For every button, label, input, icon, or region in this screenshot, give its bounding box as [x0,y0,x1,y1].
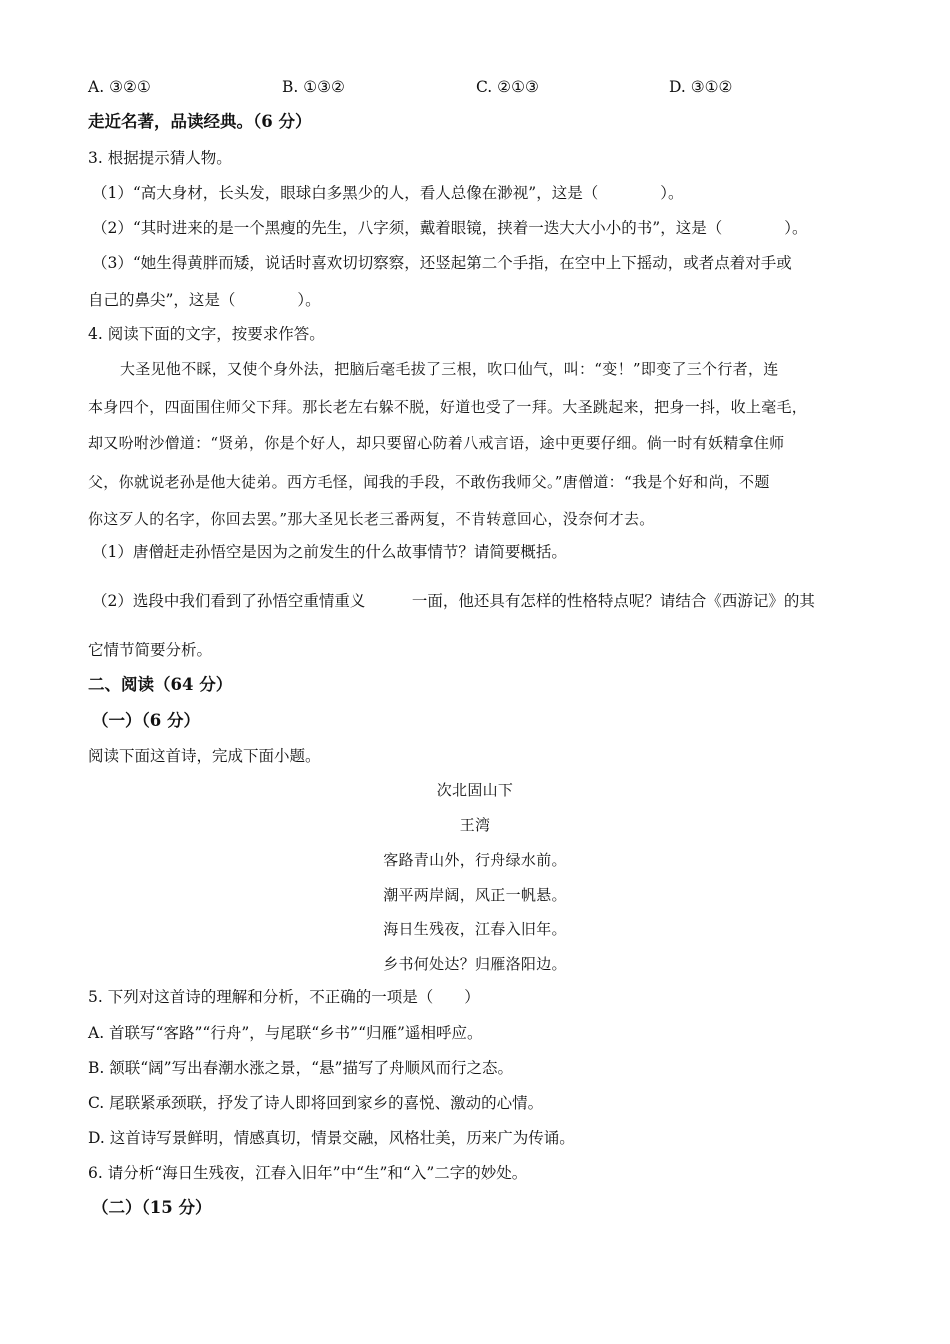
q6-stem: 6. 请分析“海日生残夜，江春入旧年”中“生”和“入”二字的妙处。 [88,1164,528,1182]
q4-passage-line: 本身四个，四面围住师父下拜。那长老左右躲不脱，好道也受了一拜。大圣跳起来，把身一抖，收上毫毛， [88,398,808,416]
q4-sub-1: （1）唐僧赶走孙悟空是因为之前发生的什么故事情节？请简要概括。 [92,543,567,561]
section-reading-title: 二、阅读（64 分） [88,675,233,694]
q4-sub-2: （2）选段中我们看到了孙悟空重情重义 一面，他还具有怎样的性格特点呢？请结合《西游记》的其 [92,592,815,610]
q3-stem: 3. 根据提示猜人物。 [88,149,232,167]
q4-passage-line: 大圣见他不睬，又使个身外法，把脑后毫毛拔了三根，吹口仙气，叫：“变！”即变了三个行者，连 [120,360,779,378]
choice-b: B. ①③② [282,78,345,96]
q5-option-c: C. 尾联紧承颈联，抒发了诗人即将回到家乡的喜悦、激动的心情。 [88,1094,544,1112]
q3-item-3: （3）“她生得黄胖而矮，说话时喜欢切切察察，还竖起第二个手指，在空中上下摇动，或者点着对手或 [92,254,792,272]
q5-stem: 5. 下列对这首诗的理解和分析，不正确的一项是（ ） [88,988,480,1006]
q3-item-2: （2）“其时进来的是一个黑瘦的先生，八字须，戴着眼镜，挟着一迭大大小小的书”，这是（ ）。 [92,219,808,237]
q4-stem: 4. 阅读下面的文字，按要求作答。 [88,325,325,343]
choice-d: D. ③①② [669,78,733,96]
poem-line: 海日生残夜，江春入旧年。 [383,920,567,938]
poem-author: 王湾 [459,816,491,834]
poem-title: 次北固山下 [436,781,514,799]
section-classics-title: 走近名著，品读经典。（6 分） [88,112,312,131]
q4-sub-2-cont: 它情节简要分析。 [88,641,213,659]
poem-line: 乡书何处达？归雁洛阳边。 [383,955,567,973]
q3-item-1: （1）“高大身材，长头发，眼球白多黑少的人，看人总像在渺视”，这是（ ）。 [92,184,684,202]
q5-option-d: D. 这首诗写景鲜明，情感真切，情景交融，风格壮美，历来广为传诵。 [88,1129,575,1147]
q3-item-3-cont: 自己的鼻尖”，这是（ ）。 [88,291,321,309]
q4-passage-line: 父，你就说老孙是他大徒弟。西方毛怪，闻我的手段，不敢伤我师父。”唐僧道：“我是个好和尚，不题 [88,473,770,491]
poem-line: 客路青山外，行舟绿水前。 [383,851,567,869]
part1-title: （一）（6 分） [92,711,200,730]
poem-line: 潮平两岸阔，风正一帆悬。 [383,886,567,904]
q5-option-b: B. 颔联“阔”写出春潮水涨之景，“悬”描写了舟顺风而行之态。 [88,1059,513,1077]
q4-passage-line: 却又吩咐沙僧道：“贤弟，你是个好人，却只要留心防着八戒言语，途中更要仔细。倘一时有妖精拿住师 [88,434,785,452]
part1-intro: 阅读下面这首诗，完成下面小题。 [88,747,321,765]
choice-c: C. ②①③ [476,78,539,96]
part2-title: （二）（15 分） [92,1198,212,1217]
q5-option-a: A. 首联写“客路”“行舟”，与尾联“乡书”“归雁”遥相呼应。 [88,1024,483,1042]
choice-a: A. ③②① [88,78,151,96]
q4-passage-line: 你这歹人的名字，你回去罢。”那大圣见长老三番两复，不肯转意回心，没奈何才去。 [88,510,655,528]
